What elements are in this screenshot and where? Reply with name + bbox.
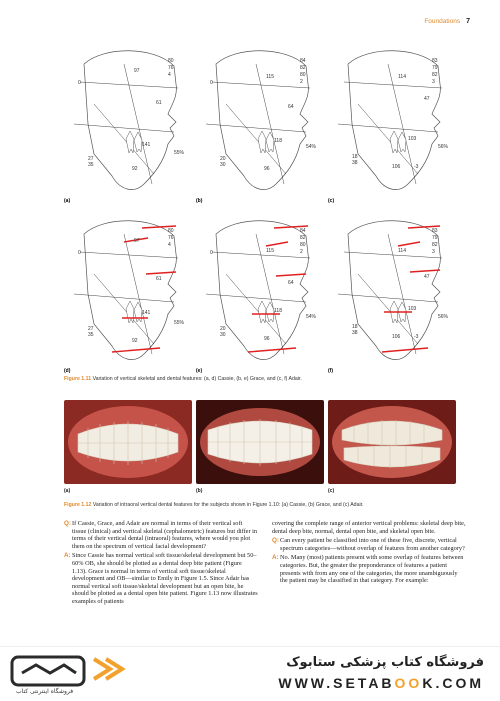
section-title: Foundations (424, 18, 461, 25)
angle-label: 79 (432, 235, 438, 241)
measure-label: 103 (408, 136, 417, 142)
ceph-tracing-svg (328, 44, 456, 204)
right-column (272, 520, 466, 587)
measure-label: 0 (210, 250, 213, 256)
angle-label: 80 (300, 242, 306, 248)
measure-label: 118 (274, 308, 282, 314)
panel-label: (b) (196, 198, 203, 204)
measure-label: 118 (274, 138, 282, 144)
measure-label: 56% (438, 144, 449, 150)
measure-label: 0 (78, 80, 81, 86)
measure-label: 20 (220, 326, 226, 332)
measure-label: 47 (424, 274, 430, 280)
qa-text: Since Cassie has normal vertical soft tissue/skeletal development but 50–60% OB, she should be plotted as a dental deep bite patient (Figure 1.13). Grace is normal in terms of vertical soft tissue/skeletal development and OB—similar to Emily in Figure 1.5. Since Adair has normal vertical soft tissue/skeletal development but an open bite, he should be plotted as a dental open bite patient. Figure 1.13 now illustrates examples of patients (72, 552, 258, 605)
left-column (64, 520, 258, 608)
angle-label: 76 (168, 235, 174, 241)
measure-label: 61 (156, 100, 162, 106)
tracing-f (328, 214, 456, 374)
ceph-tracing-svg (64, 44, 192, 204)
caption-text: Variation of vertical skeletal and dental features: (a, d) Cassie, (b, e) Grace, and (c, f) Adair. (92, 376, 302, 382)
tracing-d (64, 214, 192, 374)
ceph-tracing-svg (196, 214, 324, 374)
qa-marker: A: (64, 552, 71, 560)
measure-label: 103 (408, 306, 417, 312)
tracing-e (196, 214, 324, 374)
angle-label: 80 (168, 58, 174, 64)
panel-label: (e) (196, 368, 203, 374)
angle-label: 2 (300, 79, 303, 85)
teeth-photo-svg (328, 400, 456, 484)
photo-label: (a) (64, 488, 71, 494)
measure-label: -3 (414, 164, 419, 170)
qa-paragraph (64, 552, 258, 605)
angle-label: 82 (432, 72, 438, 78)
angle-label: 2 (300, 249, 303, 255)
measure-label: 20 (220, 156, 226, 162)
measure-label: 0 (210, 80, 213, 86)
measure-label: 18 (352, 324, 358, 330)
angle-label: 114 (398, 74, 406, 80)
measure-label: 27 (88, 156, 94, 162)
figure-1-11-tracings (64, 44, 454, 374)
url-part: WWW.SETAB (278, 675, 395, 691)
caption-text: Variation of intraoral vertical dental features for the subjects shown in Figure 1.10: (a) Cassie, (b) Grace, and (c) Adair. (92, 502, 364, 508)
photo-label: (b) (196, 488, 203, 494)
tracing-c (328, 44, 456, 204)
angle-label: 84 (300, 58, 306, 64)
panel-label: (d) (64, 368, 71, 374)
qa-text: covering the complete range of anterior vertical problems: skeletal deep bite, dental deep bite, normal, dental open bite, and skeletal open bite. (272, 520, 466, 535)
page-number: 7 (466, 18, 470, 25)
measure-label: 55% (174, 320, 185, 326)
measure-label: 55% (174, 150, 185, 156)
figure-number: Figure 1.11 (64, 376, 92, 382)
teeth-photo-svg (196, 400, 324, 484)
measure-label: 18 (352, 154, 358, 160)
figure-number: Figure 1.12 (64, 502, 92, 508)
angle-label: 115 (266, 74, 274, 80)
measure-label: 96 (264, 166, 270, 172)
measure-label: 54% (306, 144, 317, 150)
angle-label: 82 (300, 65, 306, 71)
measure-label: 47 (424, 96, 430, 102)
tracing-a (64, 44, 192, 204)
teeth-photo-svg (64, 400, 192, 484)
measure-label: 30 (220, 332, 226, 338)
angle-label: 80 (300, 72, 306, 78)
photo-label: (c) (328, 488, 335, 494)
angle-label: 3 (432, 249, 435, 255)
measure-label: 56% (438, 314, 449, 320)
panel-label: (a) (64, 198, 71, 204)
store-title: فروشگاه کتاب پزشکی ستابوک (286, 655, 484, 670)
measure-label: 64 (288, 280, 294, 286)
measure-label: 35 (88, 162, 94, 168)
angle-label: 82 (432, 242, 438, 248)
qa-paragraph (64, 520, 258, 550)
angle-label: 80 (168, 228, 174, 234)
logo-svg (10, 653, 140, 695)
ceph-tracing-svg (328, 214, 456, 374)
store-url (278, 675, 484, 691)
url-accent: OO (394, 675, 423, 691)
measure-label: 96 (264, 336, 270, 342)
panel-label: (f) (328, 368, 333, 374)
angle-label: 97 (134, 238, 140, 244)
qa-text: No. Many (most) patients present with some overlap of features between categories. But, the greater the preponderance of features a patient presents with from any one of the categories, the more unambiguously the patient may be classified in that category. For example: (280, 554, 464, 585)
measure-label: 0 (78, 250, 81, 256)
angle-label: 84 (300, 228, 306, 234)
measure-label: 141 (142, 310, 151, 316)
qa-marker: Q: (64, 520, 71, 527)
qa-paragraph (272, 537, 466, 552)
ceph-tracing-svg (64, 214, 192, 374)
measure-label: 61 (156, 276, 162, 282)
intraoral-photo-b (196, 400, 324, 484)
measure-label: 106 (392, 164, 401, 170)
logo-subtitle: فروشگاه اینترنتی کتاب (16, 688, 74, 695)
running-header (424, 18, 470, 25)
measure-label: 54% (306, 314, 317, 320)
measure-label: 38 (352, 330, 358, 336)
measure-label: 27 (88, 326, 94, 332)
measure-label: 92 (132, 338, 138, 344)
panel-label: (c) (328, 198, 335, 204)
qa-paragraph (272, 520, 466, 535)
measure-label: 30 (220, 162, 226, 168)
angle-label: 97 (134, 68, 140, 74)
measure-label: 38 (352, 160, 358, 166)
measure-label: 106 (392, 334, 401, 340)
intraoral-photo-c (328, 400, 456, 484)
angle-label: 4 (168, 72, 171, 78)
measure-label: -3 (414, 334, 419, 340)
setabook-logo (10, 653, 140, 695)
qa-text: If Cassie, Grace, and Adair are normal in terms of their vertical soft tissue (clinical) and vertical skeletal (cephalometric) features but differ in terms of their vertical dental (intraoral) features, where would you plot them on the spectrum of vertical facial development? (72, 520, 258, 550)
qa-text: Can every patient be classified into one of these five, discrete, vertical spectrum categories—without overlap of features from another category? (280, 537, 465, 552)
angle-label: 79 (432, 65, 438, 71)
ceph-tracing-svg (196, 44, 324, 204)
angle-label: 115 (266, 248, 274, 254)
measure-label: 35 (88, 332, 94, 338)
angle-label: 114 (398, 248, 406, 254)
intraoral-photo-a (64, 400, 192, 484)
angle-label: 3 (432, 79, 435, 85)
angle-label: 4 (168, 242, 171, 248)
angle-label: 82 (300, 235, 306, 241)
angle-label: 83 (432, 228, 438, 234)
angle-label: 83 (432, 58, 438, 64)
qa-paragraph (272, 554, 466, 584)
url-part: K.COM (422, 675, 484, 691)
angle-label: 76 (168, 65, 174, 71)
figure-1-12-caption (64, 502, 464, 508)
store-banner (0, 646, 500, 701)
qa-marker: A: (272, 554, 279, 562)
measure-label: 64 (288, 104, 294, 110)
figure-1-11-caption (64, 376, 464, 382)
measure-label: 92 (132, 166, 138, 172)
qa-marker: Q: (272, 537, 279, 545)
tracing-b (196, 44, 324, 204)
measure-label: 141 (142, 142, 151, 148)
